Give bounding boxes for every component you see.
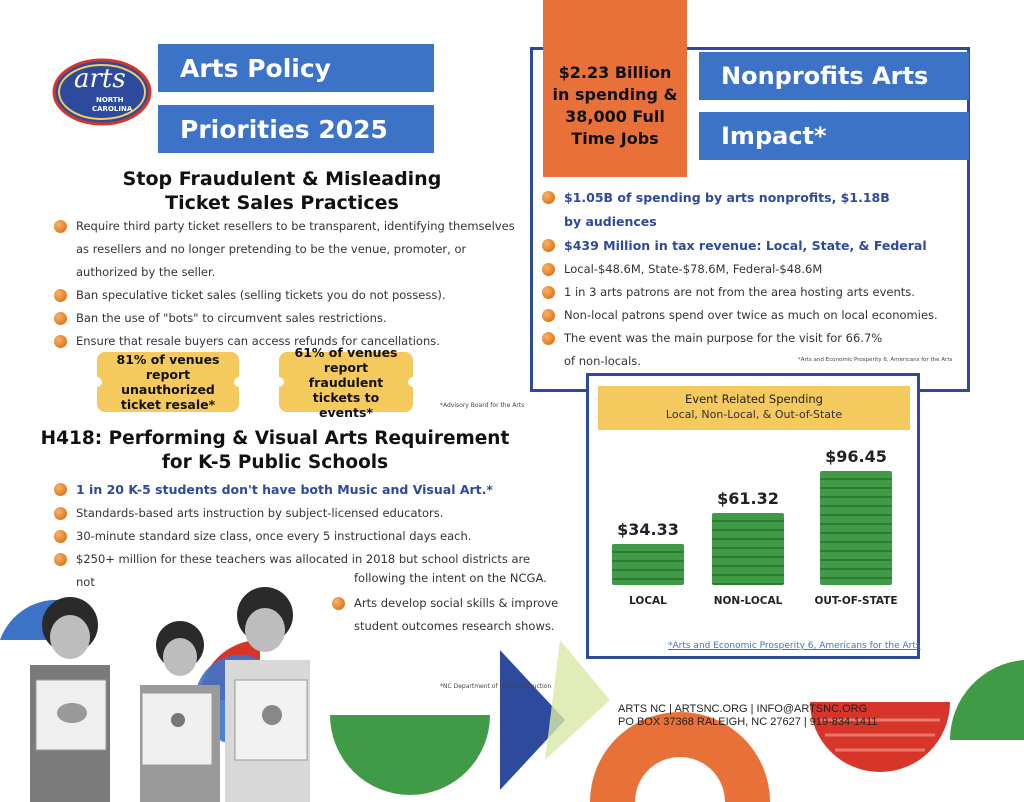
chart-category-label: LOCAL [629,595,667,607]
logo-sub2: CAROLINA [92,105,133,113]
impact-title-line2: Impact* [699,112,969,160]
section2-bullets-b [332,592,562,638]
list-item: The event was the main purpose for the visit for 66.7% [542,327,962,350]
list-item: Standards-based arts instruction by subject-licensed educators. [54,502,534,525]
list-item: Require third party ticket resellers to be transparent, identifying themselves [54,215,524,238]
section2-title-line2: for K-5 Public Schools [161,452,389,473]
chart-plot-area [600,430,910,630]
bullet-icon [542,309,555,322]
chart-category-label: OUT-OF-STATE [814,595,898,607]
list-item: Ban the use of "bots" to circumvent sales restrictions. [54,307,524,330]
bullet-icon [54,530,67,543]
bullet-icon [542,263,555,276]
bullet-icon [54,507,67,520]
footer-line1: ARTS NC | ARTSNC.ORG | INFO@ARTSNC.ORG [618,703,868,715]
chart-value-label: $96.45 [825,447,887,466]
list-item: Non-local patrons spend over twice as much on local economies. [542,304,962,327]
bullet-icon [542,286,555,299]
impact-bullets [542,186,962,373]
bullet-icon [54,220,67,233]
bullet-icon [54,312,67,325]
chart-bar-out-of-state [820,471,892,585]
list-item: $1.05B of spending by arts nonprofits, $1.18B [542,186,962,210]
section1-source: *Advisory Board for the Arts [440,402,525,409]
list-item: 1 in 3 arts patrons are not from the area hosting arts events. [542,281,962,304]
chart-bar-non-local [712,513,784,585]
list-item: $439 Million in tax revenue: Local, State, & Federal [542,234,962,258]
list-item: Ban speculative ticket sales (selling tickets you do not possess). [54,284,524,307]
chart-subtitle: Local, Non-Local, & Out-of-State [665,408,843,421]
list-item: by audiences [564,214,657,229]
list-item: Ensure that resale buyers can access refunds for cancellations. [54,330,524,353]
section1-title-line1: Stop Fraudulent & Misleading [122,168,442,190]
header-title-line1: Arts Policy [158,44,434,92]
chart-source: *Arts and Economic Prosperity 6, Americans for the Arts [668,641,921,651]
impact-orange-text: $2.23 Billion in spending & 38,000 Full Time Jobs [552,63,678,148]
logo-word: arts [74,64,126,94]
chart-value-label: $34.33 [617,520,679,539]
list-item: Local-$48.6M, State-$78.6M, Federal-$48.6M [542,258,962,281]
impact-title-line1: Nonprofits Arts [699,52,969,100]
chart-title: Event Related Spending [685,392,823,406]
bullet-icon [542,239,555,252]
logo-sub1: NORTH [96,96,124,104]
bullet-icon [542,191,555,204]
section1-bullets [54,215,524,353]
chart-value-label: $61.32 [717,489,779,508]
ticket-stat-2: 61% of venues report fraudulent tickets to events* [279,352,413,412]
ticket-stat-1: 81% of venues report unauthorized ticket resale* [97,352,239,412]
arts-nc-logo[interactable] [52,58,152,126]
bullet-icon [54,483,67,496]
chart-category-label: NON-LOCAL [713,595,783,607]
bullet-icon [332,597,345,610]
list-item: of non-locals. [564,354,641,368]
header-title-line2: Priorities 2025 [158,105,434,153]
list-item: 30-minute standard size class, once every 5 instructional days each. [54,525,534,548]
section2-title-line1: H418: Performing & Visual Arts Requirement [40,428,510,449]
list-item: $250+ million for these teachers was allocated in 2018 but school districts are not [54,548,534,594]
list-item: student outcomes research shows. [354,619,555,633]
list-item: as resellers and no longer pretending to be the venue, promoter, or [76,242,467,256]
bullet-icon [54,289,67,302]
list-item: Arts develop social skills & improve [332,592,562,615]
list-item: authorized by the seller. [76,265,216,279]
section2-source: *NC Department of Public Instruction [440,683,552,690]
bullet-icon [542,332,555,345]
bullet-icon [54,335,67,348]
students-photo [10,585,330,802]
bullet-icon [54,553,67,566]
list-item: 1 in 20 K-5 students don't have both Music and Visual Art.* [54,478,534,502]
footer-line2: PO BOX 37368 RALEIGH, NC 27627 | 919-834-1411 [618,716,878,728]
impact-source: *Arts and Economic Prosperity 6, Americans for the Arts [798,357,953,363]
section2-bullet-continued: following the intent on the NCGA. [354,571,547,585]
chart-bar-local [612,544,684,585]
section1-title-line2: Ticket Sales Practices [165,192,399,214]
